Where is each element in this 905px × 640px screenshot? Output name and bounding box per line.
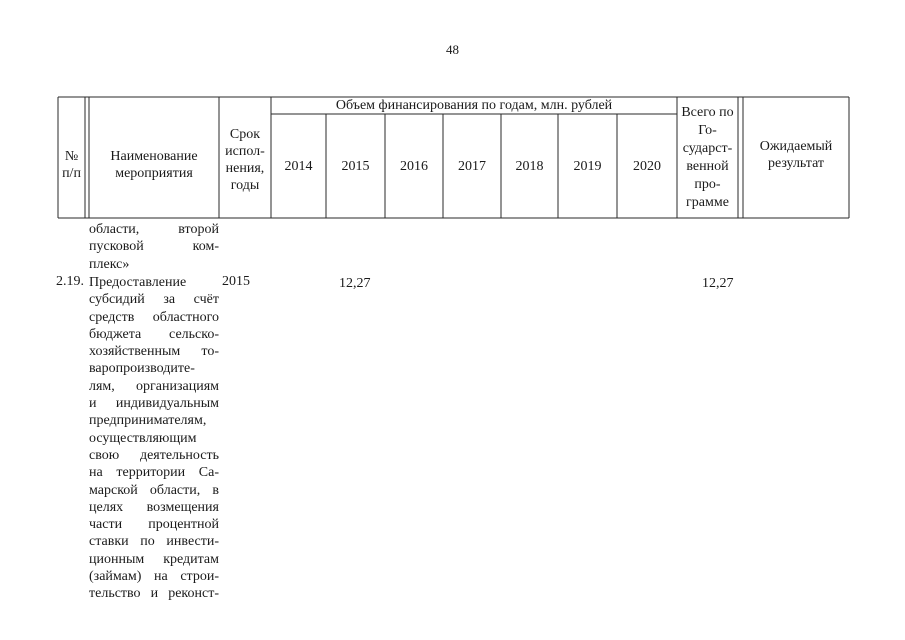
row-value-2015: 12,27 (339, 276, 371, 291)
header-year-label: 2018 (515, 158, 544, 174)
header-year-2016 (385, 114, 443, 218)
header-col-result (743, 120, 849, 190)
name-line: ставки по инвести- (89, 534, 219, 550)
header-col-number-label: № п/п (62, 149, 81, 181)
name-line: свою деятельность (89, 447, 219, 463)
header-col-name-label: Наименование мероприятия (110, 149, 198, 181)
row-name (89, 274, 219, 603)
name-line: ционным кредитам (89, 551, 219, 567)
row-number: 2.19. (56, 274, 84, 289)
name-line: целях возмещения (89, 499, 219, 515)
name-line: марской области, в (89, 482, 219, 498)
header-col-total (677, 97, 738, 218)
page-number: 48 (446, 42, 459, 57)
header-col-number (58, 135, 85, 195)
header-year-2017 (443, 114, 501, 218)
row-total: 12,27 (702, 276, 734, 291)
name-line: и индивидуальным (89, 396, 219, 412)
name-line: Предоставление (89, 275, 187, 290)
name-line: варопроизводите- (89, 361, 195, 377)
header-col-term-label: Срок испол-нения, годы (225, 127, 265, 193)
name-line: части процентной (89, 517, 219, 533)
header-col-name (89, 120, 219, 210)
continuation-name (89, 221, 219, 273)
header-year-2014 (271, 114, 326, 218)
name-line: лям, организациям (89, 378, 219, 394)
header-col-funding (271, 97, 677, 114)
header-year-label: 2014 (284, 158, 313, 174)
name-line: бюджета сельско- (89, 326, 219, 342)
name-line: хозяйственным то- (89, 344, 219, 360)
header-year-2019 (558, 114, 617, 218)
header-year-label: 2016 (400, 158, 428, 174)
name-line: на территории Са- (89, 465, 219, 481)
header-year-label: 2017 (458, 158, 486, 174)
name-line: плекс» (89, 256, 130, 272)
name-line: тельство и реконст- (89, 586, 219, 602)
name-line: осуществляющим (89, 430, 197, 446)
name-line: области, второй (89, 222, 219, 237)
header-col-term (219, 110, 271, 210)
header-year-2020 (617, 114, 677, 218)
name-line: средств областного (89, 309, 219, 325)
name-line: (займам) на строи- (89, 569, 219, 585)
name-line: субсидий за счёт (89, 292, 219, 308)
header-year-label: 2020 (633, 158, 661, 174)
name-line: пусковой ком- (89, 239, 219, 255)
header-year-label: 2019 (573, 158, 602, 174)
name-line: предпринимателям, (89, 413, 207, 429)
header-col-funding-label: Объем финансирования по годам, млн. рублей (335, 98, 613, 113)
header-col-total-label: Всего по Го-сударст-венной про-грамме (681, 104, 734, 210)
header-year-label: 2015 (341, 158, 370, 174)
row-term: 2015 (222, 274, 250, 289)
header-year-2018 (501, 114, 558, 218)
header-year-2015 (326, 114, 385, 218)
header-col-result-label: Ожидаемый результат (759, 139, 833, 171)
